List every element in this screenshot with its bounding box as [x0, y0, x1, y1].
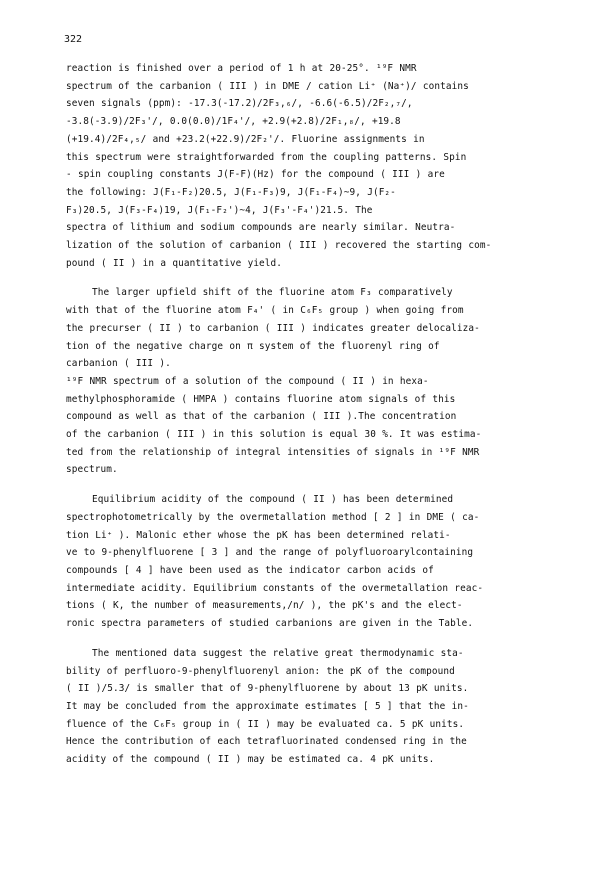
text-line: compound as well as that of the carbanion ( III ).The concentration: [66, 411, 457, 423]
text-line: of the carbanion ( III ) in this solution is equal 30 %. It was estima-: [66, 429, 482, 441]
text-line: with that of the fluorine atom F₄' ( in C₆F₅ group ) when going from: [66, 305, 464, 317]
text-line: reaction is finished over a period of 1 h at 20-25°. ¹⁹F NMR: [66, 63, 417, 74]
text-line: spectra of lithium and sodium compounds are nearly similar. Neutra-: [66, 222, 456, 234]
paragraph-thermodynamic-stability: [66, 645, 528, 769]
text-line: tion of the negative charge on π system of the fluorenyl ring of: [66, 340, 440, 352]
text-line: spectrum of the carbanion ( III ) in DME / cation Li⁺ (Na⁺)/ contains: [66, 80, 469, 92]
text-line: ve to 9-phenylfluorene [ 3 ] and the range of polyfluoroarylcontaining: [66, 547, 474, 559]
text-line: The mentioned data suggest the relative great thermodynamic sta-: [92, 647, 464, 659]
text-line: compounds [ 4 ] have been used as the indicator carbon acids of: [66, 564, 434, 576]
text-line: lization of the solution of carbanion ( III ) recovered the starting com-: [66, 240, 492, 252]
text-line: F₃)20.5, J(F₃-F₄)19, J(F₁-F₂')~4, J(F₃'-F₄')21.5. The: [66, 204, 373, 216]
text-line: - spin coupling constants J(F-F)(Hz) for the compound ( III ) are: [66, 169, 445, 181]
text-line: this spectrum were straightforwarded from the coupling patterns. Spin: [66, 151, 467, 163]
text-line: spectrophotometrically by the overmetallation method [ 2 ] in DME ( ca-: [66, 511, 480, 523]
page-number: 322: [64, 34, 83, 45]
text-line: tions ( K, the number of measurements,/n/ ), the pK's and the elect-: [66, 600, 463, 612]
text-line: intermediate acidity. Equilibrium constants of the overmetallation reac-: [66, 582, 484, 594]
text-line: methylphosphoramide ( HMPA ) contains fluorine atom signals of this: [66, 393, 456, 405]
text-line: pound ( II ) in a quantitative yield.: [66, 257, 283, 269]
text-line: -3.8(-3.9)/2F₃'/, 0.0(0.0)/1F₄'/, +2.9(+2.8)/2F₁,₈/, +19.8: [66, 116, 401, 128]
text-line: tion Li⁺ ). Malonic ether whose the pK has been determined relati-: [66, 529, 451, 541]
text-line: ¹⁹F NMR spectrum of a solution of the compound ( II ) in hexa-: [66, 375, 429, 387]
text-line: It may be concluded from the approximate estimates [ 5 ] that the in-: [66, 700, 469, 712]
text-line: Hence the contribution of each tetrafluorinated condensed ring in the: [66, 736, 467, 748]
text-line: acidity of the compound ( II ) may be estimated ca. 4 pK units.: [66, 754, 435, 766]
text-line: the precurser ( II ) to carbanion ( III ) indicates greater delocaliza-: [66, 322, 480, 334]
text-line: ( II )/5.3/ is smaller that of 9-phenylfluorene by about 13 pK units.: [66, 683, 469, 695]
text-line: spectrum.: [66, 464, 118, 476]
text-line: the following: J(F₁-F₂)20.5, J(F₁-F₃)9, J(F₁-F₄)~9, J(F₂-: [66, 186, 396, 198]
text-line: ronic spectra parameters of studied carbanions are given in the Table.: [66, 618, 474, 630]
paragraph-nmr-spectrum: [66, 60, 528, 272]
text-line: The larger upfield shift of the fluorine atom F₃ comparatively: [92, 287, 453, 299]
paragraph-upfield-shift: [66, 284, 528, 479]
text-line: seven signals (ppm): -17.3(-17.2)/2F₃,₆/, -6.6(-6.5)/2F₂,₇/,: [66, 98, 413, 110]
text-line: bility of perfluoro-9-phenylfluorenyl anion: the pK of the compound: [66, 665, 455, 677]
text-line: carbanion ( III ).: [66, 358, 171, 370]
text-line: Equilibrium acidity of the compound ( II ) has been determined: [92, 494, 454, 506]
text-line: ted from the relationship of integral intensities of signals in ¹⁹F NMR: [66, 446, 480, 458]
article-body: [66, 60, 528, 769]
text-line: fluence of the C₆F₅ group in ( II ) may be evaluated ca. 5 pK units.: [66, 718, 465, 730]
text-line: (+19.4)/2F₄,₅/ and +23.2(+22.9)/2F₂'/. Fluorine assignments in: [66, 133, 425, 145]
paragraph-equilibrium-acidity: [66, 491, 528, 633]
